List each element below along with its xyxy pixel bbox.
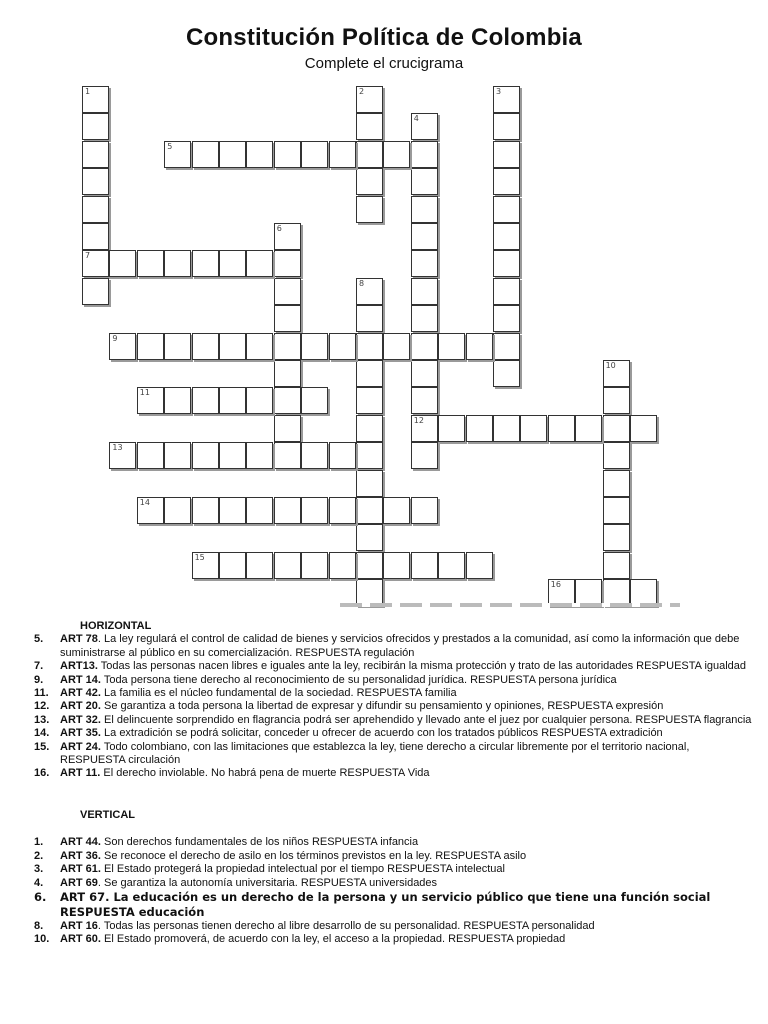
crossword-cell[interactable] — [246, 250, 273, 277]
crossword-cell[interactable] — [164, 497, 191, 524]
crossword-cell[interactable] — [356, 113, 383, 140]
crossword-cell[interactable] — [82, 113, 109, 140]
crossword-cell[interactable] — [356, 168, 383, 195]
clue-index: 1. — [34, 836, 44, 849]
clue-body: . La ley regulará el control de calidad de bienes y servicios ofrecidos y prestados a la comunidad, así como la información que debe suministrarse al público en su comercialización. RESPUESTA regulación — [60, 633, 740, 659]
crossword-cell[interactable] — [329, 442, 356, 469]
crossword-cell[interactable] — [356, 333, 383, 360]
clue-body: El derecho inviolable. No habrá pena de muerte RESPUESTA Vida — [100, 767, 430, 780]
crossword-cell[interactable] — [603, 360, 630, 387]
crossword-cell[interactable] — [411, 360, 438, 387]
clue-index: 7. — [34, 660, 44, 673]
crossword-cell[interactable] — [575, 415, 602, 442]
crossword-cell[interactable] — [493, 278, 520, 305]
page-subtitle: Complete el crucigrama — [304, 55, 464, 72]
crossword-cell[interactable] — [164, 387, 191, 414]
clue-list — [34, 620, 754, 947]
crossword-cell[interactable] — [438, 552, 465, 579]
crossword-cell[interactable] — [274, 360, 301, 387]
crossword-cell[interactable] — [411, 333, 438, 360]
crossword-cell[interactable] — [356, 524, 383, 551]
clue-body: El Estado promoverá, de acuerdo con la ley, el acceso a la propiedad. RESPUESTA propiedad — [100, 933, 566, 946]
crossword-cell[interactable] — [520, 415, 547, 442]
crossword-cell[interactable] — [411, 141, 438, 168]
crossword-cell[interactable] — [493, 415, 520, 442]
clue-number: 7 — [85, 251, 91, 261]
clue-text — [60, 836, 754, 849]
crossword-cell[interactable] — [82, 196, 109, 223]
crossword-cell[interactable] — [164, 333, 191, 360]
clue-text — [60, 727, 754, 740]
crossword-cell[interactable] — [82, 168, 109, 195]
clue-body: Todo colombiano, con las limitaciones que establezca la ley, tiene derecho a circular libremente por el territorio nacional, RESPUESTA circulación — [60, 740, 690, 767]
article-ref: ART 24. — [60, 740, 101, 753]
vertical-heading: VERTICAL — [80, 808, 135, 821]
crossword-cell[interactable] — [246, 442, 273, 469]
clue-number: 16 — [550, 580, 561, 590]
crossword-cell[interactable] — [301, 141, 328, 168]
crossword-cell[interactable] — [219, 141, 246, 168]
article-ref: ART 78 — [60, 633, 98, 646]
clue-body: Todas las personas nacen libres e iguales ante la ley, recibirán la misma protección y trato de las autoridades RESPUESTA igualdad — [97, 660, 747, 673]
clue-index: 15. — [34, 740, 50, 753]
clue-number: 8 — [359, 278, 365, 288]
crossword-cell[interactable] — [164, 250, 191, 277]
crossword-cell[interactable] — [603, 470, 630, 497]
crossword-cell[interactable] — [493, 360, 520, 387]
crossword-cell[interactable] — [493, 168, 520, 195]
crossword-cell[interactable] — [301, 333, 328, 360]
clue-item — [34, 877, 754, 890]
crossword-cell[interactable] — [274, 305, 301, 332]
clue-item — [34, 727, 754, 740]
crossword-cell[interactable] — [274, 552, 301, 579]
crossword-cell[interactable] — [82, 141, 109, 168]
crossword-cell[interactable] — [274, 387, 301, 414]
clue-number: 11 — [139, 388, 150, 398]
crossword-cell[interactable] — [493, 113, 520, 140]
crossword-cell[interactable] — [219, 333, 246, 360]
clue-item — [34, 741, 754, 768]
crossword-cell[interactable] — [411, 415, 438, 442]
crossword-cell[interactable] — [274, 497, 301, 524]
clue-body: . Todas las personas tienen derecho al libre desarrollo de su personalidad. RESPUESTA personalidad — [97, 919, 595, 932]
clue-index: 4. — [34, 876, 44, 889]
vertical-clues — [34, 836, 754, 946]
clue-body: Se reconoce el derecho de asilo en los términos previstos en la ley. RESPUESTA asilo — [100, 849, 527, 862]
crossword-cell[interactable] — [164, 141, 191, 168]
crossword-cell[interactable] — [219, 387, 246, 414]
crossword-cell[interactable] — [356, 497, 383, 524]
clue-index: 3. — [34, 863, 44, 876]
clue-text — [60, 850, 754, 863]
clue-number: 12 — [413, 415, 424, 425]
crossword-cell[interactable] — [192, 250, 219, 277]
clue-number: 5 — [167, 141, 173, 151]
cut-off-text-strip — [340, 603, 680, 607]
clue-item — [34, 700, 754, 713]
crossword-cell[interactable] — [493, 223, 520, 250]
crossword-cell[interactable] — [411, 168, 438, 195]
crossword-cell[interactable] — [137, 442, 164, 469]
clue-index: 2. — [34, 849, 44, 862]
article-ref: ART 35. — [60, 727, 101, 740]
clue-item — [34, 767, 754, 780]
article-ref: ART 44. — [60, 836, 101, 849]
clue-number: 4 — [413, 114, 419, 124]
clue-body: . Se garantiza la autonomía universitaria. RESPUESTA universidades — [97, 876, 438, 889]
crossword-cell[interactable] — [356, 442, 383, 469]
clue-item — [34, 714, 754, 727]
crossword-cell[interactable] — [274, 141, 301, 168]
clue-index: 16. — [34, 767, 50, 780]
clue-text — [60, 877, 754, 890]
crossword-cell[interactable] — [274, 250, 301, 277]
clue-text — [60, 890, 754, 920]
crossword-cell[interactable] — [411, 278, 438, 305]
clue-text — [60, 920, 754, 933]
crossword-cell[interactable] — [411, 305, 438, 332]
clue-text — [60, 633, 754, 660]
crossword-cell[interactable] — [383, 141, 410, 168]
crossword-cell[interactable] — [192, 442, 219, 469]
crossword-cell[interactable] — [603, 415, 630, 442]
clue-number: 9 — [112, 333, 118, 343]
clue-text — [60, 700, 754, 713]
clue-index: 5. — [34, 633, 44, 646]
article-ref: ART 67. La educación es un derecho de la persona y un servicio público que tiene una función social RESPUESTA educación — [60, 889, 711, 919]
crossword-cell[interactable] — [82, 250, 109, 277]
crossword-cell[interactable] — [109, 250, 136, 277]
crossword-cell[interactable] — [548, 415, 575, 442]
crossword-cell[interactable] — [411, 250, 438, 277]
crossword-cell[interactable] — [411, 113, 438, 140]
crossword-cell[interactable] — [246, 552, 273, 579]
page-title: Constitución Política de Colombia — [186, 24, 582, 51]
crossword-cell[interactable] — [137, 333, 164, 360]
clue-index: 6. — [34, 889, 47, 904]
article-ref: ART 32. — [60, 713, 101, 726]
article-ref: ART 69 — [60, 876, 98, 889]
crossword-cell[interactable] — [329, 552, 356, 579]
crossword-cell[interactable] — [192, 497, 219, 524]
clue-body: El Estado protegerá la propiedad intelectual por el tiempo RESPUESTA intelectual — [100, 863, 505, 876]
crossword-cell[interactable] — [329, 333, 356, 360]
crossword-cell[interactable] — [603, 524, 630, 551]
clue-index: 10. — [34, 933, 50, 946]
article-ref: ART13. — [60, 660, 98, 673]
crossword-cell[interactable] — [411, 442, 438, 469]
crossword-cell[interactable] — [438, 415, 465, 442]
crossword-cell[interactable] — [82, 86, 109, 113]
crossword-cell[interactable] — [246, 333, 273, 360]
crossword-cell[interactable] — [356, 415, 383, 442]
crossword-cell[interactable] — [356, 196, 383, 223]
crossword-cell[interactable] — [603, 442, 630, 469]
crossword-cell[interactable] — [603, 497, 630, 524]
clue-number: 13 — [112, 443, 123, 453]
crossword-cell[interactable] — [301, 387, 328, 414]
crossword-cell[interactable] — [274, 442, 301, 469]
crossword-cell[interactable] — [329, 141, 356, 168]
horizontal-clues — [34, 633, 754, 780]
crossword-cell[interactable] — [466, 552, 493, 579]
clue-number: 2 — [359, 87, 365, 96]
clue-text — [60, 741, 754, 768]
crossword-cell[interactable] — [630, 415, 657, 442]
clue-number: 3 — [496, 87, 502, 96]
crossword-cell[interactable] — [493, 333, 520, 360]
clue-index: 9. — [34, 673, 44, 686]
clue-item — [34, 920, 754, 933]
clue-text — [60, 863, 754, 876]
crossword-cell[interactable] — [411, 223, 438, 250]
crossword-cell[interactable] — [383, 333, 410, 360]
clue-item — [34, 633, 754, 660]
crossword-cell[interactable] — [356, 552, 383, 579]
article-ref: ART 11. — [60, 767, 101, 780]
crossword-cell[interactable] — [137, 387, 164, 414]
crossword-cell[interactable] — [274, 333, 301, 360]
clue-body: Se garantiza a toda persona la libertad de expresar y difundir su pensamiento y opiniones, RESPUESTA expresión — [100, 700, 664, 713]
crossword-cell[interactable] — [356, 387, 383, 414]
crossword-cell[interactable] — [493, 196, 520, 223]
clue-text — [60, 674, 754, 687]
clue-item — [34, 890, 754, 920]
crossword-cell[interactable] — [383, 497, 410, 524]
crossword-cell[interactable] — [356, 305, 383, 332]
crossword-cell[interactable] — [438, 333, 465, 360]
clue-item — [34, 687, 754, 700]
crossword-cell[interactable] — [356, 470, 383, 497]
horizontal-heading: HORIZONTAL — [80, 620, 152, 632]
crossword-cell[interactable] — [493, 86, 520, 113]
crossword-cell[interactable] — [356, 278, 383, 305]
crossword-cell[interactable] — [109, 333, 136, 360]
crossword-cell[interactable] — [493, 305, 520, 332]
crossword-cell[interactable] — [219, 552, 246, 579]
crossword-cell[interactable] — [82, 223, 109, 250]
crossword-cell[interactable] — [411, 552, 438, 579]
crossword-cell[interactable] — [246, 141, 273, 168]
crossword-cell[interactable] — [411, 196, 438, 223]
clue-index: 11. — [34, 687, 49, 700]
article-ref: ART 60. — [60, 933, 101, 946]
crossword-cell[interactable] — [383, 552, 410, 579]
crossword-cell[interactable] — [329, 497, 356, 524]
crossword-cell[interactable] — [603, 387, 630, 414]
crossword-cell[interactable] — [301, 497, 328, 524]
crossword-cell[interactable] — [82, 278, 109, 305]
clue-item — [34, 674, 754, 687]
clue-text — [60, 687, 754, 700]
crossword-cell[interactable] — [219, 497, 246, 524]
article-ref: ART 20. — [60, 700, 101, 713]
crossword-cell[interactable] — [274, 415, 301, 442]
crossword-cell[interactable] — [411, 387, 438, 414]
crossword-cell[interactable] — [246, 387, 273, 414]
clue-index: 8. — [34, 919, 44, 932]
clue-body: La familia es el núcleo fundamental de la sociedad. RESPUESTA familia — [100, 687, 457, 700]
clue-item — [34, 933, 754, 946]
article-ref: ART 61. — [60, 863, 101, 876]
crossword-cell[interactable] — [301, 442, 328, 469]
clue-index: 14. — [34, 727, 50, 740]
crossword-cell[interactable] — [356, 141, 383, 168]
crossword-cell[interactable] — [356, 86, 383, 113]
clue-text — [60, 714, 754, 727]
article-ref: ART 42. — [60, 687, 101, 700]
clue-text — [60, 767, 754, 780]
crossword-cell[interactable] — [109, 442, 136, 469]
crossword-cell[interactable] — [274, 278, 301, 305]
clue-number: 1 — [85, 87, 91, 96]
clue-item — [34, 863, 754, 876]
crossword-cell[interactable] — [192, 387, 219, 414]
crossword-cell[interactable] — [137, 250, 164, 277]
clue-body: Son derechos fundamentales de los niños RESPUESTA infancia — [100, 836, 419, 849]
clue-body: El delincuente sorprendido en flagrancia podrá ser aprehendido y llevado ante el juez por cualquier persona. RESPUESTA flagrancia — [100, 713, 752, 726]
crossword-cell[interactable] — [219, 442, 246, 469]
clue-text — [60, 933, 754, 946]
clue-item — [34, 850, 754, 863]
crossword-cell[interactable] — [603, 552, 630, 579]
crossword-cell[interactable] — [192, 552, 219, 579]
clue-number: 6 — [276, 224, 282, 233]
clue-number: 10 — [605, 361, 616, 370]
clue-body: Toda persona tiene derecho al reconocimiento de su personalidad jurídica. RESPUESTA persona jurídica — [100, 673, 617, 686]
clue-item — [34, 660, 754, 673]
crossword-cell[interactable] — [466, 415, 493, 442]
crossword-cell[interactable] — [493, 250, 520, 277]
clue-text — [60, 660, 754, 673]
crossword-cell[interactable] — [301, 552, 328, 579]
article-ref: ART 16 — [60, 919, 98, 932]
crossword-cell[interactable] — [219, 250, 246, 277]
clue-number: 14 — [139, 498, 150, 507]
crossword-cell[interactable] — [137, 497, 164, 524]
crossword-cell[interactable] — [192, 141, 219, 168]
crossword-cell[interactable] — [411, 497, 438, 524]
crossword-cell[interactable] — [466, 333, 493, 360]
clue-body: La extradición se podrá solicitar, conceder u ofrecer de acuerdo con los tratados públicos RESPUESTA extradición — [100, 727, 663, 740]
crossword-cell[interactable] — [164, 442, 191, 469]
crossword-cell[interactable] — [493, 141, 520, 168]
crossword-cell[interactable] — [274, 223, 301, 250]
clue-number: 15 — [194, 552, 205, 562]
clue-index: 13. — [34, 713, 50, 726]
crossword-cell[interactable] — [192, 333, 219, 360]
article-ref: ART 36. — [60, 849, 101, 862]
clue-index: 12. — [34, 700, 50, 713]
crossword-cell[interactable] — [356, 360, 383, 387]
crossword-cell[interactable] — [246, 497, 273, 524]
clue-item — [34, 836, 754, 849]
article-ref: ART 14. — [60, 673, 101, 686]
